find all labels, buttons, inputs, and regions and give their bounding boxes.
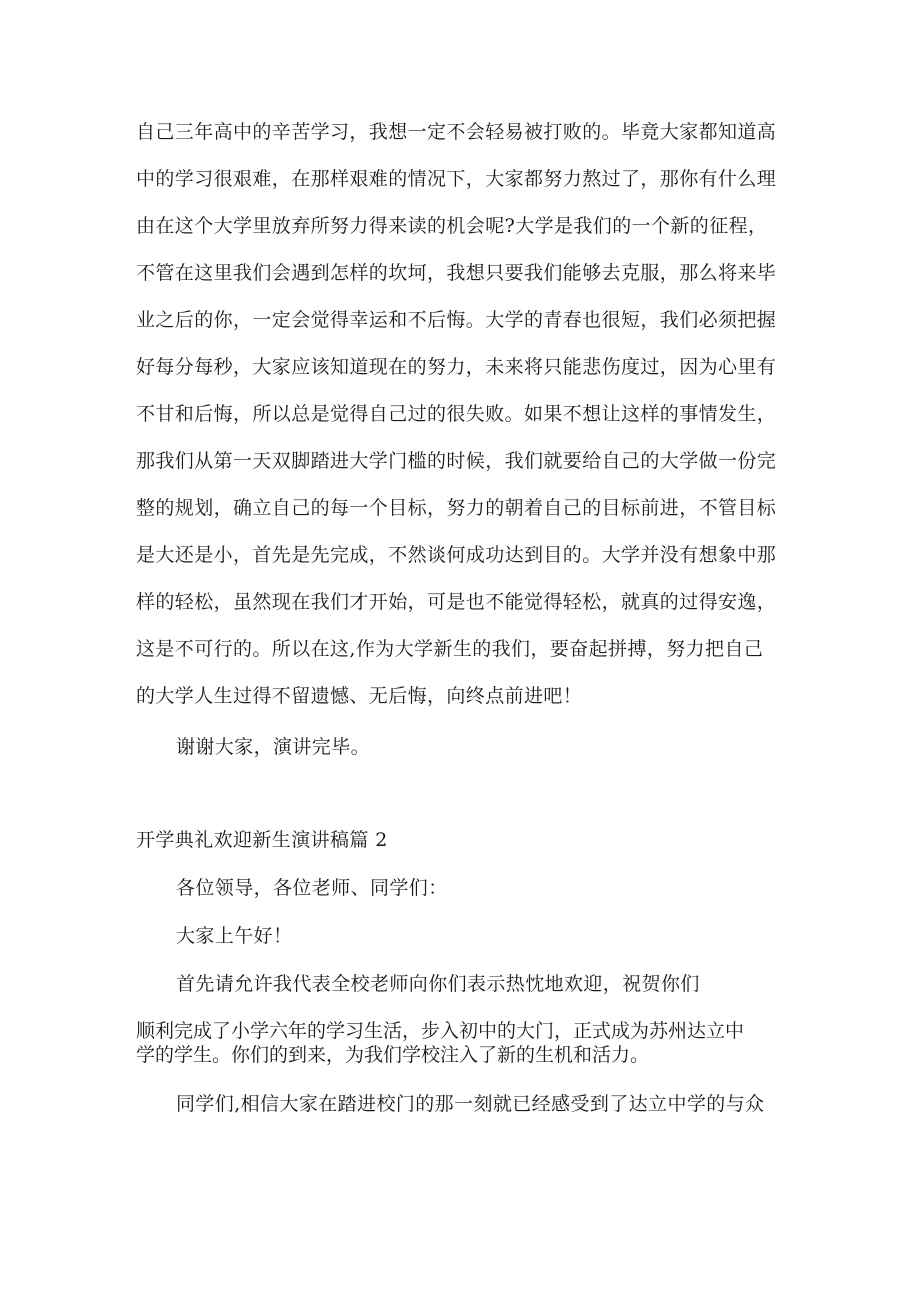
paragraph-2-line-2: 顺利完成了小学六年的学习生活，步入初中的大门，正式成为苏州达立中: [136, 1020, 745, 1042]
paragraph-1-line-8: 那我们从第一天双脚踏进大学门槛的时候，我们就要给自己的大学做一份完: [136, 450, 777, 472]
paragraph-1-line-5: 业之后的你，一定会觉得幸运和不后悔。大学的青春也很短，我们必须把握: [136, 309, 777, 331]
paragraph-1-line-9: 整的规划，确立自己的每一个目标，努力的朝着自己的目标前进，不管目标: [136, 497, 777, 519]
paragraph-1-line-4: 不管在这里我们会遇到怎样的坎坷，我想只要我们能够去克服，那么将来毕: [136, 262, 777, 284]
closing-remark: 谢谢大家，演讲完毕。: [176, 736, 371, 758]
paragraph-1-line-10: 是大还是小，首先是先完成，不然谈何成功达到目的。大学并没有想象中那: [136, 544, 777, 566]
paragraph-2-line-1: 首先请允许我代表全校老师向你们表示热忱地欢迎，祝贺你们: [176, 973, 700, 995]
paragraph-1-line-1: 自己三年高中的辛苦学习，我想一定不会轻易被打败的。毕竟大家都知道高: [136, 121, 777, 143]
salutation: 各位领导，各位老师、同学们：: [176, 877, 448, 899]
paragraph-1-line-3: 由在这个大学里放弃所努力得来读的机会呢?大学是我们的一个新的征程，: [136, 215, 768, 237]
paragraph-1-line-13: 的大学人生过得不留遗憾、无后悔，向终点前进吧！: [136, 685, 583, 707]
paragraph-1-line-7: 不甘和后悔，所以总是觉得自己过的很失败。如果不想让这样的事情发生，: [136, 403, 777, 425]
greeting: 大家上午好！: [176, 925, 293, 947]
paragraph-1-line-2: 中的学习很艰难，在那样艰难的情况下，大家都努力熬过了，那你有什么理: [136, 168, 777, 190]
paragraph-1-line-11: 样的轻松，虽然现在我们才开始，可是也不能觉得轻松，就真的过得安逸，: [136, 591, 777, 613]
paragraph-2-line-3: 学的学生。你们的到来，为我们学校注入了新的生机和活力。: [136, 1044, 650, 1066]
paragraph-1-line-12: 这是不可行的。所以在这,作为大学新生的我们，要奋起拼搏，努力把自己: [136, 638, 764, 660]
paragraph-1-line-6: 好每分每秒，大家应该知道现在的努力，未来将只能悲伤度过，因为心里有: [136, 356, 777, 378]
section-title: 开学典礼欢迎新生演讲稿篇 2: [136, 829, 388, 851]
paragraph-3-line-1: 同学们,相信大家在踏进校门的那一刻就已经感受到了达立中学的与众: [176, 1093, 765, 1115]
